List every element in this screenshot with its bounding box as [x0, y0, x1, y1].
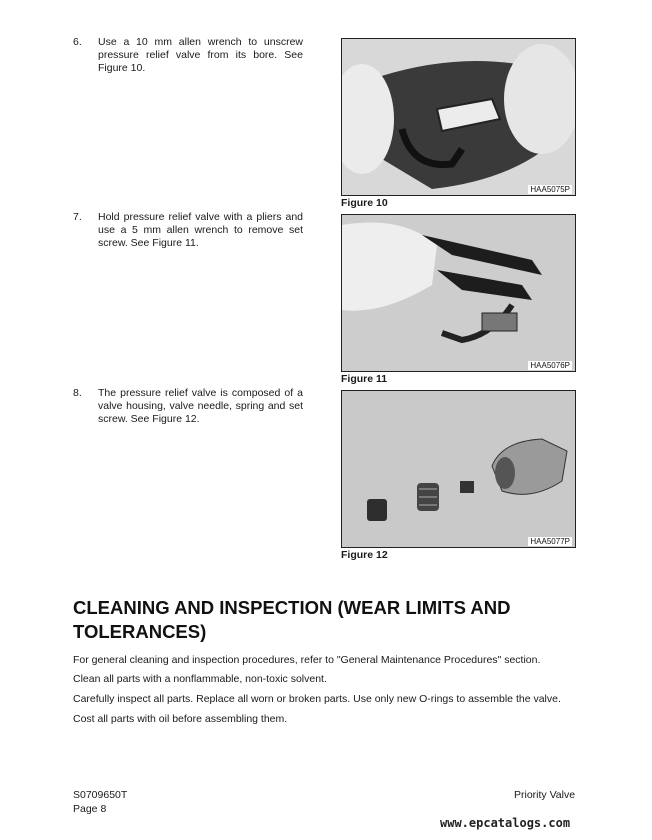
figure-10-photo [341, 38, 576, 196]
page-number: Page 8 [73, 803, 107, 815]
section-paragraph: Cost all parts with oil before assembling them. [73, 713, 288, 725]
section-title: Priority Valve [514, 789, 576, 801]
figure-10-caption: Figure 10 [341, 197, 388, 209]
section-paragraph: Carefully inspect all parts. Replace all worn or broken parts. Use only new O-rings to assemble the valve. [73, 693, 561, 705]
step-text: Use a 10 mm allen wrench to unscrew pressure relief valve from its bore. See Figure 10. [98, 36, 303, 74]
watermark: www.epcatalogs.com [440, 816, 571, 830]
figure-11-photo [341, 214, 576, 372]
figure-code: HAA5076P [530, 361, 570, 370]
doc-number: S0709650T [73, 789, 128, 801]
section-paragraph: Clean all parts with a nonflammable, non-toxic solvent. [73, 673, 327, 685]
step-text: The pressure relief valve is composed of a valve housing, valve needle, spring and set screw. See Figure 12. [98, 387, 303, 425]
figure-12-caption: Figure 12 [341, 549, 388, 561]
figure-12-photo [341, 390, 576, 548]
figure-11-caption: Figure 11 [341, 373, 388, 385]
figure-code: HAA5075P [530, 185, 570, 194]
figure-code: HAA5077P [530, 537, 570, 546]
step-number: 6. [73, 36, 82, 48]
section-paragraph: For general cleaning and inspection procedures, refer to "General Maintenance Procedures" section. [73, 654, 541, 666]
step-text: Hold pressure relief valve with a pliers and use a 5 mm allen wrench to remove set screw. See Figure 11. [98, 211, 303, 249]
step-number: 8. [73, 387, 82, 399]
step-number: 7. [73, 211, 82, 223]
section-heading: CLEANING AND INSPECTION (WEAR LIMITS AND TOLERANCES) [73, 597, 511, 642]
